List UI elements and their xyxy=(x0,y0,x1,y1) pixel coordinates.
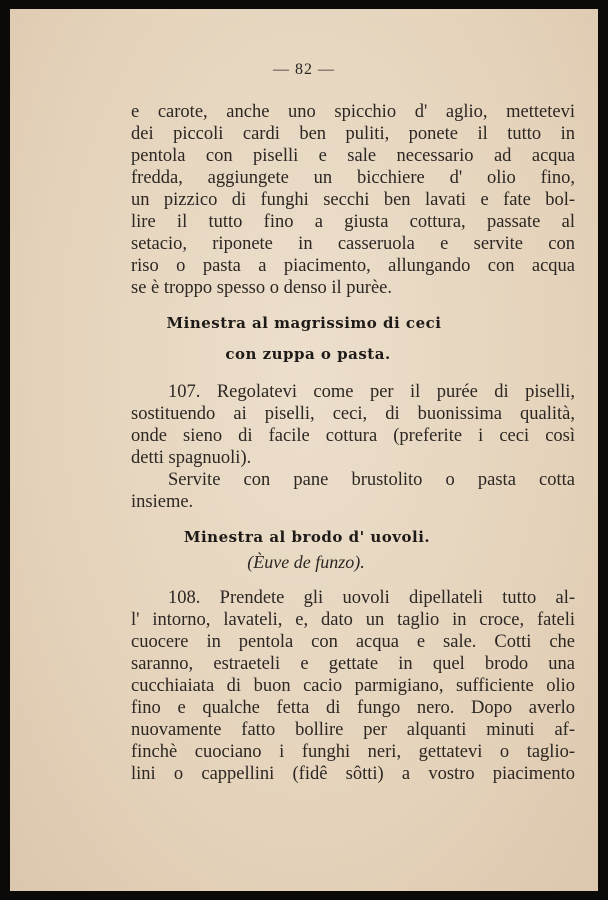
text-line: lini o cappellini (fidê sôtti) a vostro piacimento xyxy=(131,764,575,784)
text-line: un pizzico di funghi secchi ben lavati e fate bol- xyxy=(131,190,575,210)
recipe-subheading: (Èuve de funzo). xyxy=(247,552,365,572)
text-line: insieme. xyxy=(131,492,194,512)
recipe-heading: Minestra al brodo d' uovoli. xyxy=(183,528,431,546)
text-line: finchè cuociano i funghi neri, gettatevi o taglio- xyxy=(131,742,575,762)
text-line: riso o pasta a piacimento, allungando con acqua xyxy=(131,256,575,276)
text-line: nuovamente fatto bollire per alquanti minuti af- xyxy=(131,720,575,740)
text-line: 107. Regolatevi come per il purée di piselli, xyxy=(168,382,575,402)
text-line: sostituendo ai piselli, ceci, di buonissima qualità, xyxy=(131,404,575,424)
text-line: l' intorno, lavateli, e, dato un taglio in croce, fateli xyxy=(131,610,575,630)
text-line: Servite con pane brustolito o pasta cotta xyxy=(168,470,575,490)
text-line: saranno, estraeteli e gettate in quel brodo una xyxy=(131,654,575,674)
text-line: se è troppo spesso o denso il purèe. xyxy=(131,278,393,298)
text-line: setacio, riponete in casseruola e servite con xyxy=(131,234,575,254)
text-line: lire il tutto fino a giusta cottura, passate al xyxy=(131,212,575,232)
text-line: detti spagnuoli). xyxy=(131,448,252,468)
text-line: fredda, aggiungete un bicchiere d' olio fino, xyxy=(131,168,575,188)
text-line: dei piccoli cardi ben puliti, ponete il tutto in xyxy=(131,124,575,144)
recipe-heading: Minestra al magrissimo di ceci xyxy=(166,314,442,332)
text-line: e carote, anche uno spicchio d' aglio, mettetevi xyxy=(131,102,575,122)
text-line: cucchiaiata di buon cacio parmigiano, sufficiente olio xyxy=(131,676,575,696)
text-line: cuocere in pentola con acqua e sale. Cotti che xyxy=(131,632,575,652)
recipe-heading-line2: con zuppa o pasta. xyxy=(225,345,391,363)
book-page xyxy=(10,9,598,891)
text-line: fino e qualche fetta di fungo nero. Dopo averlo xyxy=(131,698,575,718)
text-line: 108. Prendete gli uovoli dipellateli tutto al- xyxy=(168,588,575,608)
page-number: — 82 — xyxy=(273,61,335,78)
text-line: onde sieno di facile cottura (preferite i ceci così xyxy=(131,426,575,446)
text-line: pentola con piselli e sale necessario ad acqua xyxy=(131,146,575,166)
